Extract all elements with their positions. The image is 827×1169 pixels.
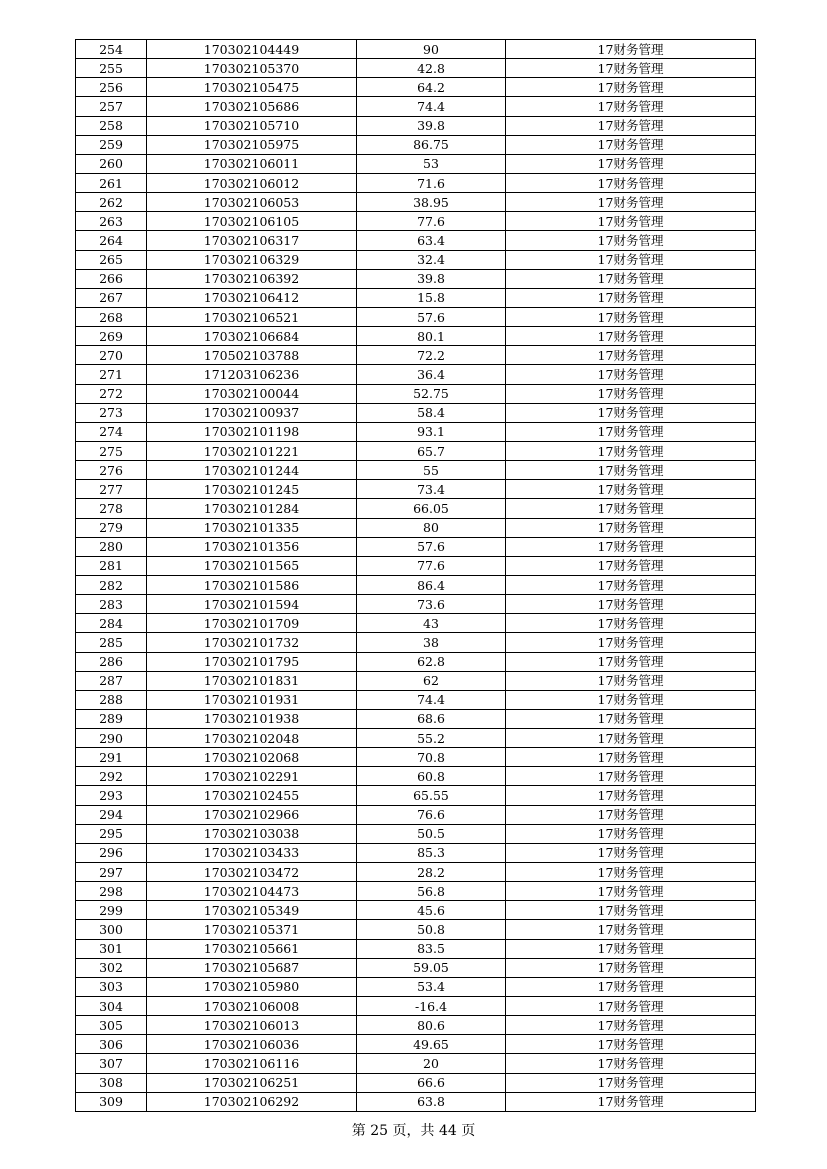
table-row — [76, 1016, 756, 1035]
table-row — [76, 384, 756, 403]
student-id-cell: 170302105975 — [147, 135, 357, 154]
student-id-cell: 170302106105 — [147, 212, 357, 231]
table-row — [76, 863, 756, 882]
table-row — [76, 709, 756, 728]
row-number-cell: 305 — [76, 1016, 147, 1035]
student-id-cell: 170302104473 — [147, 882, 357, 901]
row-number-cell: 276 — [76, 461, 147, 480]
score-cell: 38.95 — [357, 193, 506, 212]
row-number-cell: 258 — [76, 116, 147, 135]
row-number-cell: 301 — [76, 939, 147, 958]
student-id-cell: 170302103038 — [147, 824, 357, 843]
table-row — [76, 269, 756, 288]
score-cell: 63.8 — [357, 1092, 506, 1111]
class-cell: 17财务管理 — [506, 212, 756, 231]
table-row — [76, 288, 756, 307]
student-id-cell: 170302102966 — [147, 805, 357, 824]
score-cell: 86.4 — [357, 575, 506, 594]
class-cell: 17财务管理 — [506, 193, 756, 212]
score-table — [75, 39, 756, 1112]
table-row — [76, 824, 756, 843]
row-number-cell: 294 — [76, 805, 147, 824]
class-cell: 17财务管理 — [506, 1092, 756, 1111]
row-number-cell: 256 — [76, 78, 147, 97]
score-cell: 63.4 — [357, 231, 506, 250]
student-id-cell: 170302106521 — [147, 307, 357, 326]
student-id-cell: 170302106013 — [147, 1016, 357, 1035]
row-number-cell: 285 — [76, 633, 147, 652]
row-number-cell: 259 — [76, 135, 147, 154]
table-row — [76, 575, 756, 594]
score-cell: 66.05 — [357, 499, 506, 518]
student-id-cell: 170302106012 — [147, 173, 357, 192]
student-id-cell: 170302105370 — [147, 59, 357, 78]
table-row — [76, 1092, 756, 1111]
class-cell: 17财务管理 — [506, 997, 756, 1016]
student-id-cell: 170302101586 — [147, 575, 357, 594]
student-id-cell: 171203106236 — [147, 365, 357, 384]
score-cell: 52.75 — [357, 384, 506, 403]
class-cell: 17财务管理 — [506, 307, 756, 326]
student-id-cell: 170302105371 — [147, 920, 357, 939]
table-row — [76, 480, 756, 499]
score-cell: 55.2 — [357, 729, 506, 748]
row-number-cell: 262 — [76, 193, 147, 212]
score-cell: 68.6 — [357, 709, 506, 728]
table-row — [76, 729, 756, 748]
score-cell: 74.4 — [357, 97, 506, 116]
row-number-cell: 279 — [76, 518, 147, 537]
row-number-cell: 295 — [76, 824, 147, 843]
class-cell: 17财务管理 — [506, 403, 756, 422]
student-id-cell: 170302102455 — [147, 786, 357, 805]
class-cell: 17财务管理 — [506, 824, 756, 843]
score-cell: 60.8 — [357, 767, 506, 786]
row-number-cell: 266 — [76, 269, 147, 288]
table-row — [76, 958, 756, 977]
class-cell: 17财务管理 — [506, 977, 756, 996]
score-cell: 20 — [357, 1054, 506, 1073]
row-number-cell: 272 — [76, 384, 147, 403]
class-cell: 17财务管理 — [506, 882, 756, 901]
class-cell: 17财务管理 — [506, 327, 756, 346]
student-id-cell: 170302106251 — [147, 1073, 357, 1092]
student-id-cell: 170302106684 — [147, 327, 357, 346]
student-id-cell: 170302101709 — [147, 614, 357, 633]
student-id-cell: 170302105475 — [147, 78, 357, 97]
table-row — [76, 327, 756, 346]
class-cell: 17财务管理 — [506, 863, 756, 882]
score-cell: 74.4 — [357, 690, 506, 709]
row-number-cell: 281 — [76, 556, 147, 575]
class-cell: 17财务管理 — [506, 231, 756, 250]
score-cell: 73.4 — [357, 480, 506, 499]
class-cell: 17财务管理 — [506, 1035, 756, 1054]
table-row — [76, 135, 756, 154]
table-row — [76, 977, 756, 996]
student-id-cell: 170302106292 — [147, 1092, 357, 1111]
row-number-cell: 274 — [76, 422, 147, 441]
class-cell: 17财务管理 — [506, 614, 756, 633]
table-row — [76, 767, 756, 786]
table-row — [76, 193, 756, 212]
class-cell: 17财务管理 — [506, 116, 756, 135]
class-cell: 17财务管理 — [506, 78, 756, 97]
row-number-cell: 298 — [76, 882, 147, 901]
student-id-cell: 170302106329 — [147, 250, 357, 269]
class-cell: 17财务管理 — [506, 748, 756, 767]
class-cell: 17财务管理 — [506, 595, 756, 614]
table-row — [76, 154, 756, 173]
student-id-cell: 170302102068 — [147, 748, 357, 767]
class-cell: 17财务管理 — [506, 939, 756, 958]
table-row — [76, 250, 756, 269]
student-id-cell: 170302101198 — [147, 422, 357, 441]
class-cell: 17财务管理 — [506, 499, 756, 518]
score-cell: 43 — [357, 614, 506, 633]
class-cell: 17财务管理 — [506, 901, 756, 920]
student-id-cell: 170302103472 — [147, 863, 357, 882]
score-cell: 39.8 — [357, 116, 506, 135]
score-cell: 45.6 — [357, 901, 506, 920]
student-id-cell: 170302106053 — [147, 193, 357, 212]
row-number-cell: 290 — [76, 729, 147, 748]
score-cell: 57.6 — [357, 307, 506, 326]
score-cell: 59.05 — [357, 958, 506, 977]
table-row — [76, 748, 756, 767]
class-cell: 17财务管理 — [506, 575, 756, 594]
student-id-cell: 170302105710 — [147, 116, 357, 135]
score-cell: 36.4 — [357, 365, 506, 384]
student-id-cell: 170302101938 — [147, 709, 357, 728]
score-cell: 28.2 — [357, 863, 506, 882]
row-number-cell: 267 — [76, 288, 147, 307]
row-number-cell: 275 — [76, 441, 147, 460]
row-number-cell: 308 — [76, 1073, 147, 1092]
score-cell: 57.6 — [357, 537, 506, 556]
class-cell: 17财务管理 — [506, 59, 756, 78]
table-row — [76, 786, 756, 805]
score-cell: 86.75 — [357, 135, 506, 154]
score-cell: 56.8 — [357, 882, 506, 901]
table-row — [76, 652, 756, 671]
row-number-cell: 269 — [76, 327, 147, 346]
class-cell: 17财务管理 — [506, 709, 756, 728]
table-row — [76, 403, 756, 422]
table-row — [76, 346, 756, 365]
score-cell: 42.8 — [357, 59, 506, 78]
row-number-cell: 264 — [76, 231, 147, 250]
class-cell: 17财务管理 — [506, 346, 756, 365]
table-row — [76, 59, 756, 78]
student-id-cell: 170302103433 — [147, 843, 357, 862]
row-number-cell: 307 — [76, 1054, 147, 1073]
row-number-cell: 254 — [76, 40, 147, 59]
class-cell: 17财务管理 — [506, 729, 756, 748]
score-cell: -16.4 — [357, 997, 506, 1016]
student-id-cell: 170302101284 — [147, 499, 357, 518]
table-row — [76, 116, 756, 135]
score-cell: 80.6 — [357, 1016, 506, 1035]
row-number-cell: 284 — [76, 614, 147, 633]
score-cell: 72.2 — [357, 346, 506, 365]
student-id-cell: 170302101244 — [147, 461, 357, 480]
row-number-cell: 260 — [76, 154, 147, 173]
table-row — [76, 901, 756, 920]
table-row — [76, 633, 756, 652]
table-row — [76, 1073, 756, 1092]
student-id-cell: 170302105661 — [147, 939, 357, 958]
student-id-cell: 170302101795 — [147, 652, 357, 671]
score-cell: 90 — [357, 40, 506, 59]
student-id-cell: 170302106011 — [147, 154, 357, 173]
class-cell: 17财务管理 — [506, 384, 756, 403]
row-number-cell: 300 — [76, 920, 147, 939]
row-number-cell: 293 — [76, 786, 147, 805]
row-number-cell: 265 — [76, 250, 147, 269]
class-cell: 17财务管理 — [506, 173, 756, 192]
row-number-cell: 261 — [76, 173, 147, 192]
row-number-cell: 288 — [76, 690, 147, 709]
row-number-cell: 282 — [76, 575, 147, 594]
student-id-cell: 170502103788 — [147, 346, 357, 365]
class-cell: 17财务管理 — [506, 537, 756, 556]
table-row — [76, 40, 756, 59]
table-row — [76, 997, 756, 1016]
student-id-cell: 170302105687 — [147, 958, 357, 977]
row-number-cell: 280 — [76, 537, 147, 556]
class-cell: 17财务管理 — [506, 288, 756, 307]
table-row — [76, 365, 756, 384]
student-id-cell: 170302100937 — [147, 403, 357, 422]
class-cell: 17财务管理 — [506, 461, 756, 480]
student-id-cell: 170302101931 — [147, 690, 357, 709]
table-row — [76, 882, 756, 901]
student-id-cell: 170302102048 — [147, 729, 357, 748]
class-cell: 17财务管理 — [506, 652, 756, 671]
score-cell: 77.6 — [357, 556, 506, 575]
score-cell: 66.6 — [357, 1073, 506, 1092]
class-cell: 17财务管理 — [506, 422, 756, 441]
student-id-cell: 170302101356 — [147, 537, 357, 556]
score-cell: 39.8 — [357, 269, 506, 288]
student-id-cell: 170302106392 — [147, 269, 357, 288]
row-number-cell: 271 — [76, 365, 147, 384]
row-number-cell: 297 — [76, 863, 147, 882]
class-cell: 17财务管理 — [506, 40, 756, 59]
student-id-cell: 170302106116 — [147, 1054, 357, 1073]
student-id-cell: 170302101732 — [147, 633, 357, 652]
row-number-cell: 309 — [76, 1092, 147, 1111]
student-id-cell: 170302105686 — [147, 97, 357, 116]
class-cell: 17财务管理 — [506, 671, 756, 690]
table-row — [76, 422, 756, 441]
score-cell: 65.55 — [357, 786, 506, 805]
student-id-cell: 170302100044 — [147, 384, 357, 403]
row-number-cell: 286 — [76, 652, 147, 671]
row-number-cell: 273 — [76, 403, 147, 422]
score-cell: 83.5 — [357, 939, 506, 958]
score-cell: 80.1 — [357, 327, 506, 346]
class-cell: 17财务管理 — [506, 767, 756, 786]
score-cell: 80 — [357, 518, 506, 537]
class-cell: 17财务管理 — [506, 250, 756, 269]
score-cell: 38 — [357, 633, 506, 652]
row-number-cell: 292 — [76, 767, 147, 786]
score-cell: 53.4 — [357, 977, 506, 996]
score-cell: 85.3 — [357, 843, 506, 862]
student-id-cell: 170302105349 — [147, 901, 357, 920]
row-number-cell: 277 — [76, 480, 147, 499]
class-cell: 17财务管理 — [506, 480, 756, 499]
class-cell: 17财务管理 — [506, 518, 756, 537]
class-cell: 17财务管理 — [506, 97, 756, 116]
row-number-cell: 287 — [76, 671, 147, 690]
table-row — [76, 614, 756, 633]
table-row — [76, 307, 756, 326]
table-row — [76, 518, 756, 537]
table-row — [76, 690, 756, 709]
row-number-cell: 270 — [76, 346, 147, 365]
class-cell: 17财务管理 — [506, 690, 756, 709]
score-cell: 32.4 — [357, 250, 506, 269]
student-id-cell: 170302101335 — [147, 518, 357, 537]
student-id-cell: 170302104449 — [147, 40, 357, 59]
score-cell: 65.7 — [357, 441, 506, 460]
table-row — [76, 441, 756, 460]
score-cell: 93.1 — [357, 422, 506, 441]
score-cell: 76.6 — [357, 805, 506, 824]
row-number-cell: 263 — [76, 212, 147, 231]
row-number-cell: 255 — [76, 59, 147, 78]
row-number-cell: 289 — [76, 709, 147, 728]
student-id-cell: 170302101221 — [147, 441, 357, 460]
row-number-cell: 304 — [76, 997, 147, 1016]
student-id-cell: 170302101594 — [147, 595, 357, 614]
score-cell: 50.8 — [357, 920, 506, 939]
score-cell: 62 — [357, 671, 506, 690]
row-number-cell: 306 — [76, 1035, 147, 1054]
row-number-cell: 283 — [76, 595, 147, 614]
class-cell: 17财务管理 — [506, 441, 756, 460]
table-row — [76, 671, 756, 690]
class-cell: 17财务管理 — [506, 633, 756, 652]
row-number-cell: 257 — [76, 97, 147, 116]
row-number-cell: 278 — [76, 499, 147, 518]
score-cell: 49.65 — [357, 1035, 506, 1054]
score-cell: 58.4 — [357, 403, 506, 422]
class-cell: 17财务管理 — [506, 154, 756, 173]
score-cell: 71.6 — [357, 173, 506, 192]
class-cell: 17财务管理 — [506, 920, 756, 939]
class-cell: 17财务管理 — [506, 556, 756, 575]
student-id-cell: 170302105980 — [147, 977, 357, 996]
score-cell: 73.6 — [357, 595, 506, 614]
student-id-cell: 170302102291 — [147, 767, 357, 786]
table-row — [76, 556, 756, 575]
class-cell: 17财务管理 — [506, 135, 756, 154]
student-id-cell: 170302106008 — [147, 997, 357, 1016]
class-cell: 17财务管理 — [506, 786, 756, 805]
class-cell: 17财务管理 — [506, 843, 756, 862]
class-cell: 17财务管理 — [506, 1054, 756, 1073]
table-row — [76, 920, 756, 939]
table-row — [76, 461, 756, 480]
row-number-cell: 296 — [76, 843, 147, 862]
table-row — [76, 231, 756, 250]
score-cell: 77.6 — [357, 212, 506, 231]
class-cell: 17财务管理 — [506, 805, 756, 824]
page-footer: 第 25 页，共 44 页 — [351, 1123, 476, 1139]
row-number-cell: 303 — [76, 977, 147, 996]
table-row — [76, 499, 756, 518]
table-row — [76, 97, 756, 116]
student-id-cell: 170302106412 — [147, 288, 357, 307]
class-cell: 17财务管理 — [506, 958, 756, 977]
table-row — [76, 1035, 756, 1054]
table-row — [76, 843, 756, 862]
class-cell: 17财务管理 — [506, 269, 756, 288]
student-id-cell: 170302101565 — [147, 556, 357, 575]
table-row — [76, 805, 756, 824]
table-row — [76, 1054, 756, 1073]
table-row — [76, 212, 756, 231]
score-cell: 55 — [357, 461, 506, 480]
student-id-cell: 170302101245 — [147, 480, 357, 499]
student-id-cell: 170302106317 — [147, 231, 357, 250]
table-row — [76, 537, 756, 556]
table-row — [76, 78, 756, 97]
student-id-cell: 170302101831 — [147, 671, 357, 690]
class-cell: 17财务管理 — [506, 1073, 756, 1092]
student-id-cell: 170302106036 — [147, 1035, 357, 1054]
table-row — [76, 595, 756, 614]
row-number-cell: 291 — [76, 748, 147, 767]
score-table-body — [76, 40, 756, 1112]
table-row — [76, 939, 756, 958]
score-cell: 15.8 — [357, 288, 506, 307]
row-number-cell: 299 — [76, 901, 147, 920]
score-cell: 64.2 — [357, 78, 506, 97]
score-cell: 53 — [357, 154, 506, 173]
score-cell: 70.8 — [357, 748, 506, 767]
row-number-cell: 268 — [76, 307, 147, 326]
score-cell: 50.5 — [357, 824, 506, 843]
score-cell: 62.8 — [357, 652, 506, 671]
class-cell: 17财务管理 — [506, 1016, 756, 1035]
class-cell: 17财务管理 — [506, 365, 756, 384]
table-row — [76, 173, 756, 192]
row-number-cell: 302 — [76, 958, 147, 977]
